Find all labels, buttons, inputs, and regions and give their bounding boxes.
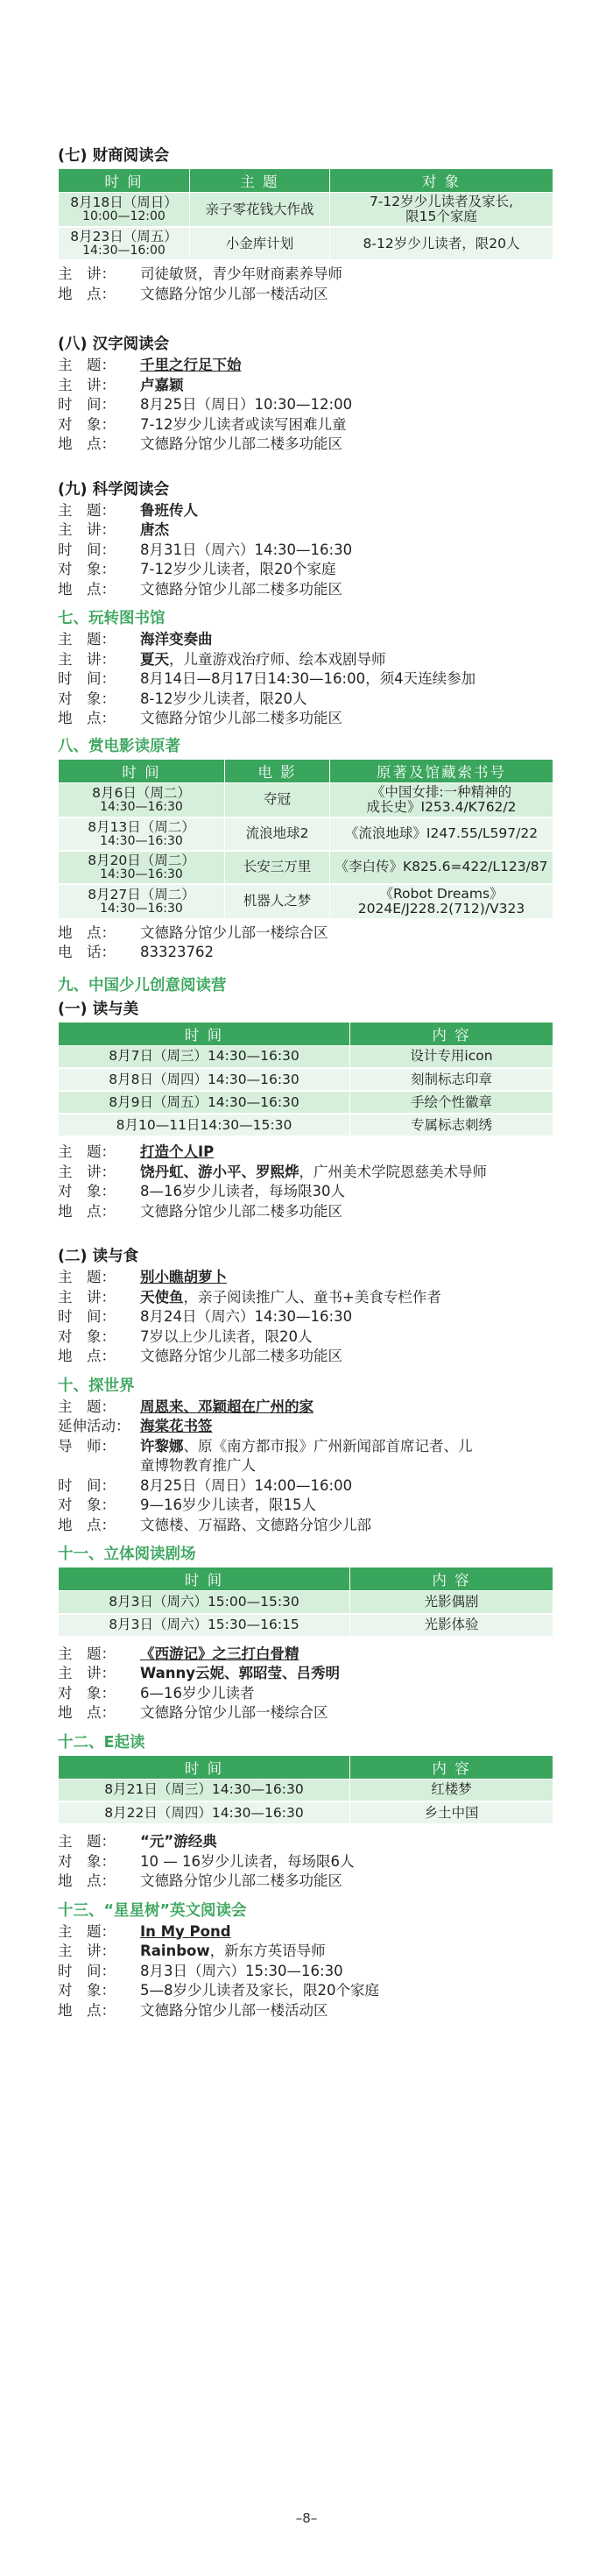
speaker-title: ，新东方英语导师 (209, 1943, 326, 1959)
section-title: 十、探世界 (58, 1376, 135, 1395)
cell-movie: 流浪地球2 (225, 817, 330, 851)
section-title: (九) 科学阅读会 (58, 480, 170, 499)
guide-title-cont: 童博物教育推广人 (140, 1457, 256, 1474)
speaker: 唐杰 (140, 521, 169, 538)
speaker-name: 夏天 (140, 650, 169, 668)
cell-movie: 机器人之梦 (225, 884, 330, 919)
cell-time: 8月21日（周三）14:30—16:30 (59, 1779, 350, 1801)
schedule-table (58, 1755, 553, 1826)
cell-topic: 小金库计划 (190, 227, 330, 260)
topic: “元”游经典 (140, 1833, 217, 1850)
table-row (59, 884, 553, 919)
section-title: 七、玩转图书馆 (58, 610, 166, 627)
section-chinese-characters-reading (58, 334, 555, 455)
section-theater-reading (58, 1544, 555, 1723)
subsection-reading-food (58, 1246, 555, 1367)
cell-time: 8月7日（周三）14:30—16:30 (59, 1045, 350, 1068)
label-place: 地 点： (58, 285, 116, 302)
section-play-library (58, 608, 555, 729)
label-speaker: 主 讲： (58, 521, 116, 538)
cell-time: 10:00—12:00 (82, 209, 166, 223)
label-audience: 对 象： (58, 1852, 116, 1870)
audience: 9—16岁少儿读者，限15人 (140, 1497, 316, 1513)
schedule-table (58, 168, 553, 261)
table-row (59, 817, 553, 851)
cell-time: 14:30—16:30 (100, 867, 183, 881)
place: 文德路分馆少儿部二楼多功能区 (140, 1872, 342, 1889)
audience: 7岁以上少儿读者，限20人 (140, 1327, 313, 1345)
speaker-name: 饶丹虹、游小平、罗熙烨 (140, 1163, 299, 1180)
guide-title: 、原《南方都市报》广州新闻部首席记者、儿 (183, 1437, 473, 1454)
audience: 8—16岁少儿读者，每场限30人 (140, 1183, 345, 1200)
section-title: 十二、E起读 (58, 1733, 145, 1752)
phone: 83323762 (140, 944, 214, 960)
cell-time: 8月10—11日14:30—15:30 (59, 1114, 350, 1136)
cell-time: 14:30—16:30 (100, 833, 183, 848)
label-speaker: 主 讲： (58, 650, 116, 668)
cell-time: 8月8日（周四）14:30—16:30 (59, 1068, 350, 1091)
col-header-time: 时 间 (59, 759, 225, 782)
label-time: 时 间： (58, 1308, 116, 1325)
speaker-title: ，儿童游戏治疗师、绘本戏剧导师 (169, 650, 386, 668)
label-topic: 主 题： (58, 1833, 116, 1850)
label-audience: 对 象： (58, 1497, 116, 1513)
section-finance-reading (58, 145, 555, 304)
cell-book: 《流浪地球》I247.55/L597/22 (330, 817, 553, 851)
schedule-table (58, 1022, 553, 1138)
time: 8月25日（周日）14:00—16:00 (140, 1476, 353, 1494)
label-topic: 主 题： (58, 1143, 116, 1160)
table-row (59, 227, 553, 260)
label-time: 时 间： (58, 1962, 116, 1979)
section-english-reading (58, 1900, 555, 2021)
cell-time: 14:30—16:30 (100, 901, 183, 916)
table-row (59, 782, 553, 817)
label-topic: 主 题： (58, 501, 116, 519)
cell-book: 《中国女排:一种精神的 (370, 783, 512, 800)
label-speaker: 主 讲： (58, 1163, 116, 1180)
label-audience: 对 象： (58, 1183, 116, 1200)
cell-time: 14:30—16:30 (100, 799, 183, 814)
label-time: 时 间： (58, 396, 116, 413)
section-title: 十一、立体阅读剧场 (58, 1546, 196, 1563)
label-topic: 主 题： (58, 1922, 116, 1940)
cell-time: 8月3日（周六）15:00—15:30 (59, 1591, 350, 1614)
extension-activity: 海棠花书签 (140, 1418, 213, 1434)
label-speaker: 主 讲： (58, 1288, 116, 1306)
place: 文德路分馆少儿部二楼多功能区 (140, 435, 342, 452)
label-audience: 对 象： (58, 415, 116, 433)
cell-content: 乡土中国 (350, 1801, 553, 1824)
label-speaker: 主 讲： (58, 265, 116, 282)
cell-content: 设计专用icon (350, 1045, 553, 1068)
col-header-time: 时 间 (59, 1755, 350, 1779)
label-place: 地 点： (58, 1348, 116, 1364)
label-place: 地 点： (58, 710, 116, 726)
col-header-time: 时 间 (59, 169, 190, 193)
label-audience: 对 象： (58, 1327, 116, 1345)
label-speaker: 主 讲： (58, 1943, 116, 1959)
label-place: 地 点： (58, 1872, 116, 1889)
topic: 周恩来、邓颖超在广州的家 (140, 1398, 314, 1415)
section-title: 八、赏电影读原著 (58, 737, 180, 755)
cell-content: 光影体验 (350, 1614, 553, 1637)
place: 文德路分馆少儿部一楼综合区 (140, 924, 328, 941)
page-number: –8– (295, 2510, 318, 2526)
section-title: (七) 财商阅读会 (58, 147, 170, 165)
audience: 6—16岁少儿读者 (140, 1684, 255, 1702)
cell-content: 专属标志刺绣 (350, 1114, 553, 1136)
col-header-movie: 电 影 (225, 759, 330, 782)
time: 8月31日（周六）14:30—16:30 (140, 541, 353, 558)
label-speaker: 主 讲： (58, 1665, 116, 1681)
section-title: (八) 汉字阅读会 (58, 336, 170, 353)
col-header-content: 内 容 (350, 1755, 553, 1779)
cell-date: 8月27日（周二） (88, 886, 195, 902)
subsection-title: (二) 读与食 (58, 1248, 139, 1265)
label-extension: 延伸活动： (58, 1418, 130, 1434)
table-row (59, 851, 553, 884)
audience: 7-12岁少儿读者或读写困难儿童 (140, 415, 347, 433)
label-topic: 主 题： (58, 1398, 116, 1415)
col-header-content: 内 容 (350, 1568, 553, 1591)
speaker: 卢嘉颖 (140, 376, 184, 393)
cell-book-2: 成长史》I253.4/K762/2 (366, 798, 517, 815)
table-row (59, 1091, 553, 1114)
place: 文德路分馆少儿部一楼活动区 (140, 285, 328, 302)
label-topic: 主 题： (58, 1269, 116, 1285)
cell-movie: 长安三万里 (225, 851, 330, 884)
place: 文德路分馆少儿部二楼多功能区 (140, 710, 342, 726)
label-place: 地 点： (58, 1704, 116, 1721)
label-phone: 电 话： (58, 944, 116, 960)
schedule-table (58, 1567, 553, 1638)
label-topic: 主 题： (58, 1645, 116, 1662)
cell-time: 14:30—16:00 (82, 244, 166, 258)
place: 文德路分馆少儿部二楼多功能区 (140, 1348, 342, 1364)
cell-topic: 亲子零花钱大作战 (190, 193, 330, 228)
col-header-content: 内 容 (350, 1022, 553, 1045)
speaker-name: 天使鱼 (140, 1288, 184, 1306)
subsection-title: (一) 读与美 (58, 1000, 139, 1018)
label-speaker: 主 讲： (58, 376, 116, 393)
label-audience: 对 象： (58, 1684, 116, 1702)
label-place: 地 点： (58, 924, 116, 941)
label-place: 地 点： (58, 435, 116, 452)
place: 文德路分馆少儿部二楼多功能区 (140, 1202, 342, 1220)
guide-name: 许黎娜 (140, 1437, 184, 1454)
section-science-reading (58, 479, 555, 600)
section-creative-camp (58, 975, 555, 1367)
cell-time: 8月3日（周六）15:30—16:15 (59, 1614, 350, 1637)
cell-time: 8月9日（周五）14:30—16:30 (59, 1091, 350, 1114)
col-header-topic: 主 题 (190, 169, 330, 193)
time: 8月14日—8月17日14:30—16:00，须4天连续参加 (140, 670, 476, 687)
cell-content: 刻制标志印章 (350, 1068, 553, 1091)
speaker-title: ，亲子阅读推广人、童书+美食专栏作者 (183, 1288, 441, 1306)
label-time: 时 间： (58, 670, 116, 687)
section-e-reading (58, 1732, 555, 1892)
audience: 5—8岁少儿读者及家长，限20个家庭 (140, 1982, 379, 1999)
cell-book: 《李白传》K825.6=422/L123/87 (330, 851, 553, 884)
audience: 8-12岁少儿读者，限20人 (140, 690, 307, 707)
table-row (59, 1779, 553, 1801)
label-place: 地 点： (58, 1516, 116, 1533)
cell-audience-2: 限15个家庭 (405, 209, 477, 224)
topic: 千里之行足下始 (140, 357, 242, 373)
cell-content: 手绘个性徽章 (350, 1091, 553, 1114)
time: 8月24日（周六）14:30—16:30 (140, 1308, 353, 1325)
cell-date: 8月6日（周二） (92, 784, 191, 801)
col-header-audience: 对 象 (330, 169, 553, 193)
table-row (59, 1068, 553, 1091)
section-title: 十三、“星星树”英文阅读会 (58, 1901, 247, 1920)
col-header-book: 原著及馆藏索书号 (330, 759, 553, 782)
cell-book-2: 2024E/J228.2(712)/V323 (357, 900, 525, 916)
speaker-title: ，广州美术学院恩慈美术导师 (299, 1163, 487, 1180)
time: 8月3日（周六）15:30—16:30 (140, 1962, 343, 1979)
cell-date: 8月23日（周五） (70, 229, 178, 244)
audience: 7-12岁少儿读者，限20个家庭 (140, 561, 336, 577)
table-row (59, 1591, 553, 1614)
speaker: Wanny云妮、郭昭莹、吕秀明 (140, 1665, 340, 1681)
cell-date: 8月18日（周日） (70, 195, 178, 210)
table-row (59, 1114, 553, 1136)
topic: 《西游记》之三打白骨精 (140, 1645, 299, 1662)
table-row (59, 1801, 553, 1824)
cell-date: 8月20日（周二） (88, 852, 195, 868)
time: 8月25日（周日）10:30—12:00 (140, 396, 353, 413)
table-row (59, 1045, 553, 1068)
label-time: 时 间： (58, 1476, 116, 1494)
label-topic: 主 题： (58, 631, 116, 648)
label-place: 地 点： (58, 2001, 116, 2019)
speaker: 司徒敏贤，青少年财商素养导师 (140, 265, 342, 282)
topic: 打造个人IP (140, 1143, 215, 1160)
place: 文德楼、万福路、文德路分馆少儿部 (140, 1516, 371, 1533)
cell-time: 8月22日（周四）14:30—16:30 (59, 1801, 350, 1824)
label-audience: 对 象： (58, 561, 116, 577)
table-row (59, 193, 553, 228)
topic: 鲁班传人 (140, 501, 198, 519)
cell-content: 红楼梦 (350, 1779, 553, 1801)
label-place: 地 点： (58, 580, 116, 598)
cell-content: 光影偶剧 (350, 1591, 553, 1614)
cell-date: 8月13日（周二） (88, 818, 195, 835)
cell-audience: 7-12岁少儿读者及家长, (369, 194, 514, 209)
audience: 10 — 16岁少儿读者，每场限6人 (140, 1852, 355, 1870)
place: 文德路分馆少儿部一楼综合区 (140, 1704, 328, 1721)
col-header-time: 时 间 (59, 1022, 350, 1045)
label-guide: 导 师： (58, 1437, 116, 1454)
topic: 别小瞧胡萝卜 (140, 1269, 227, 1285)
label-audience: 对 象： (58, 1982, 116, 1999)
cell-book: 《Robot Dreams》 (379, 885, 504, 902)
topic: 海洋变奏曲 (140, 631, 213, 648)
label-audience: 对 象： (58, 690, 116, 707)
topic: In My Pond (140, 1922, 231, 1940)
movie-table (58, 759, 553, 920)
section-movie-reading (58, 736, 555, 963)
cell-movie: 夺冠 (225, 782, 330, 817)
place: 文德路分馆少儿部一楼活动区 (140, 2001, 328, 2019)
section-explore-world (58, 1376, 555, 1536)
label-topic: 主 题： (58, 357, 116, 373)
speaker-name: Rainbow (140, 1943, 210, 1959)
section-title: 九、中国少儿创意阅读营 (58, 976, 227, 994)
label-time: 时 间： (58, 541, 116, 558)
col-header-time: 时 间 (59, 1568, 350, 1591)
table-row (59, 1614, 553, 1637)
cell-audience: 8-12岁少儿读者，限20人 (330, 227, 553, 260)
place: 文德路分馆少儿部二楼多功能区 (140, 580, 342, 598)
label-place: 地 点： (58, 1202, 116, 1220)
